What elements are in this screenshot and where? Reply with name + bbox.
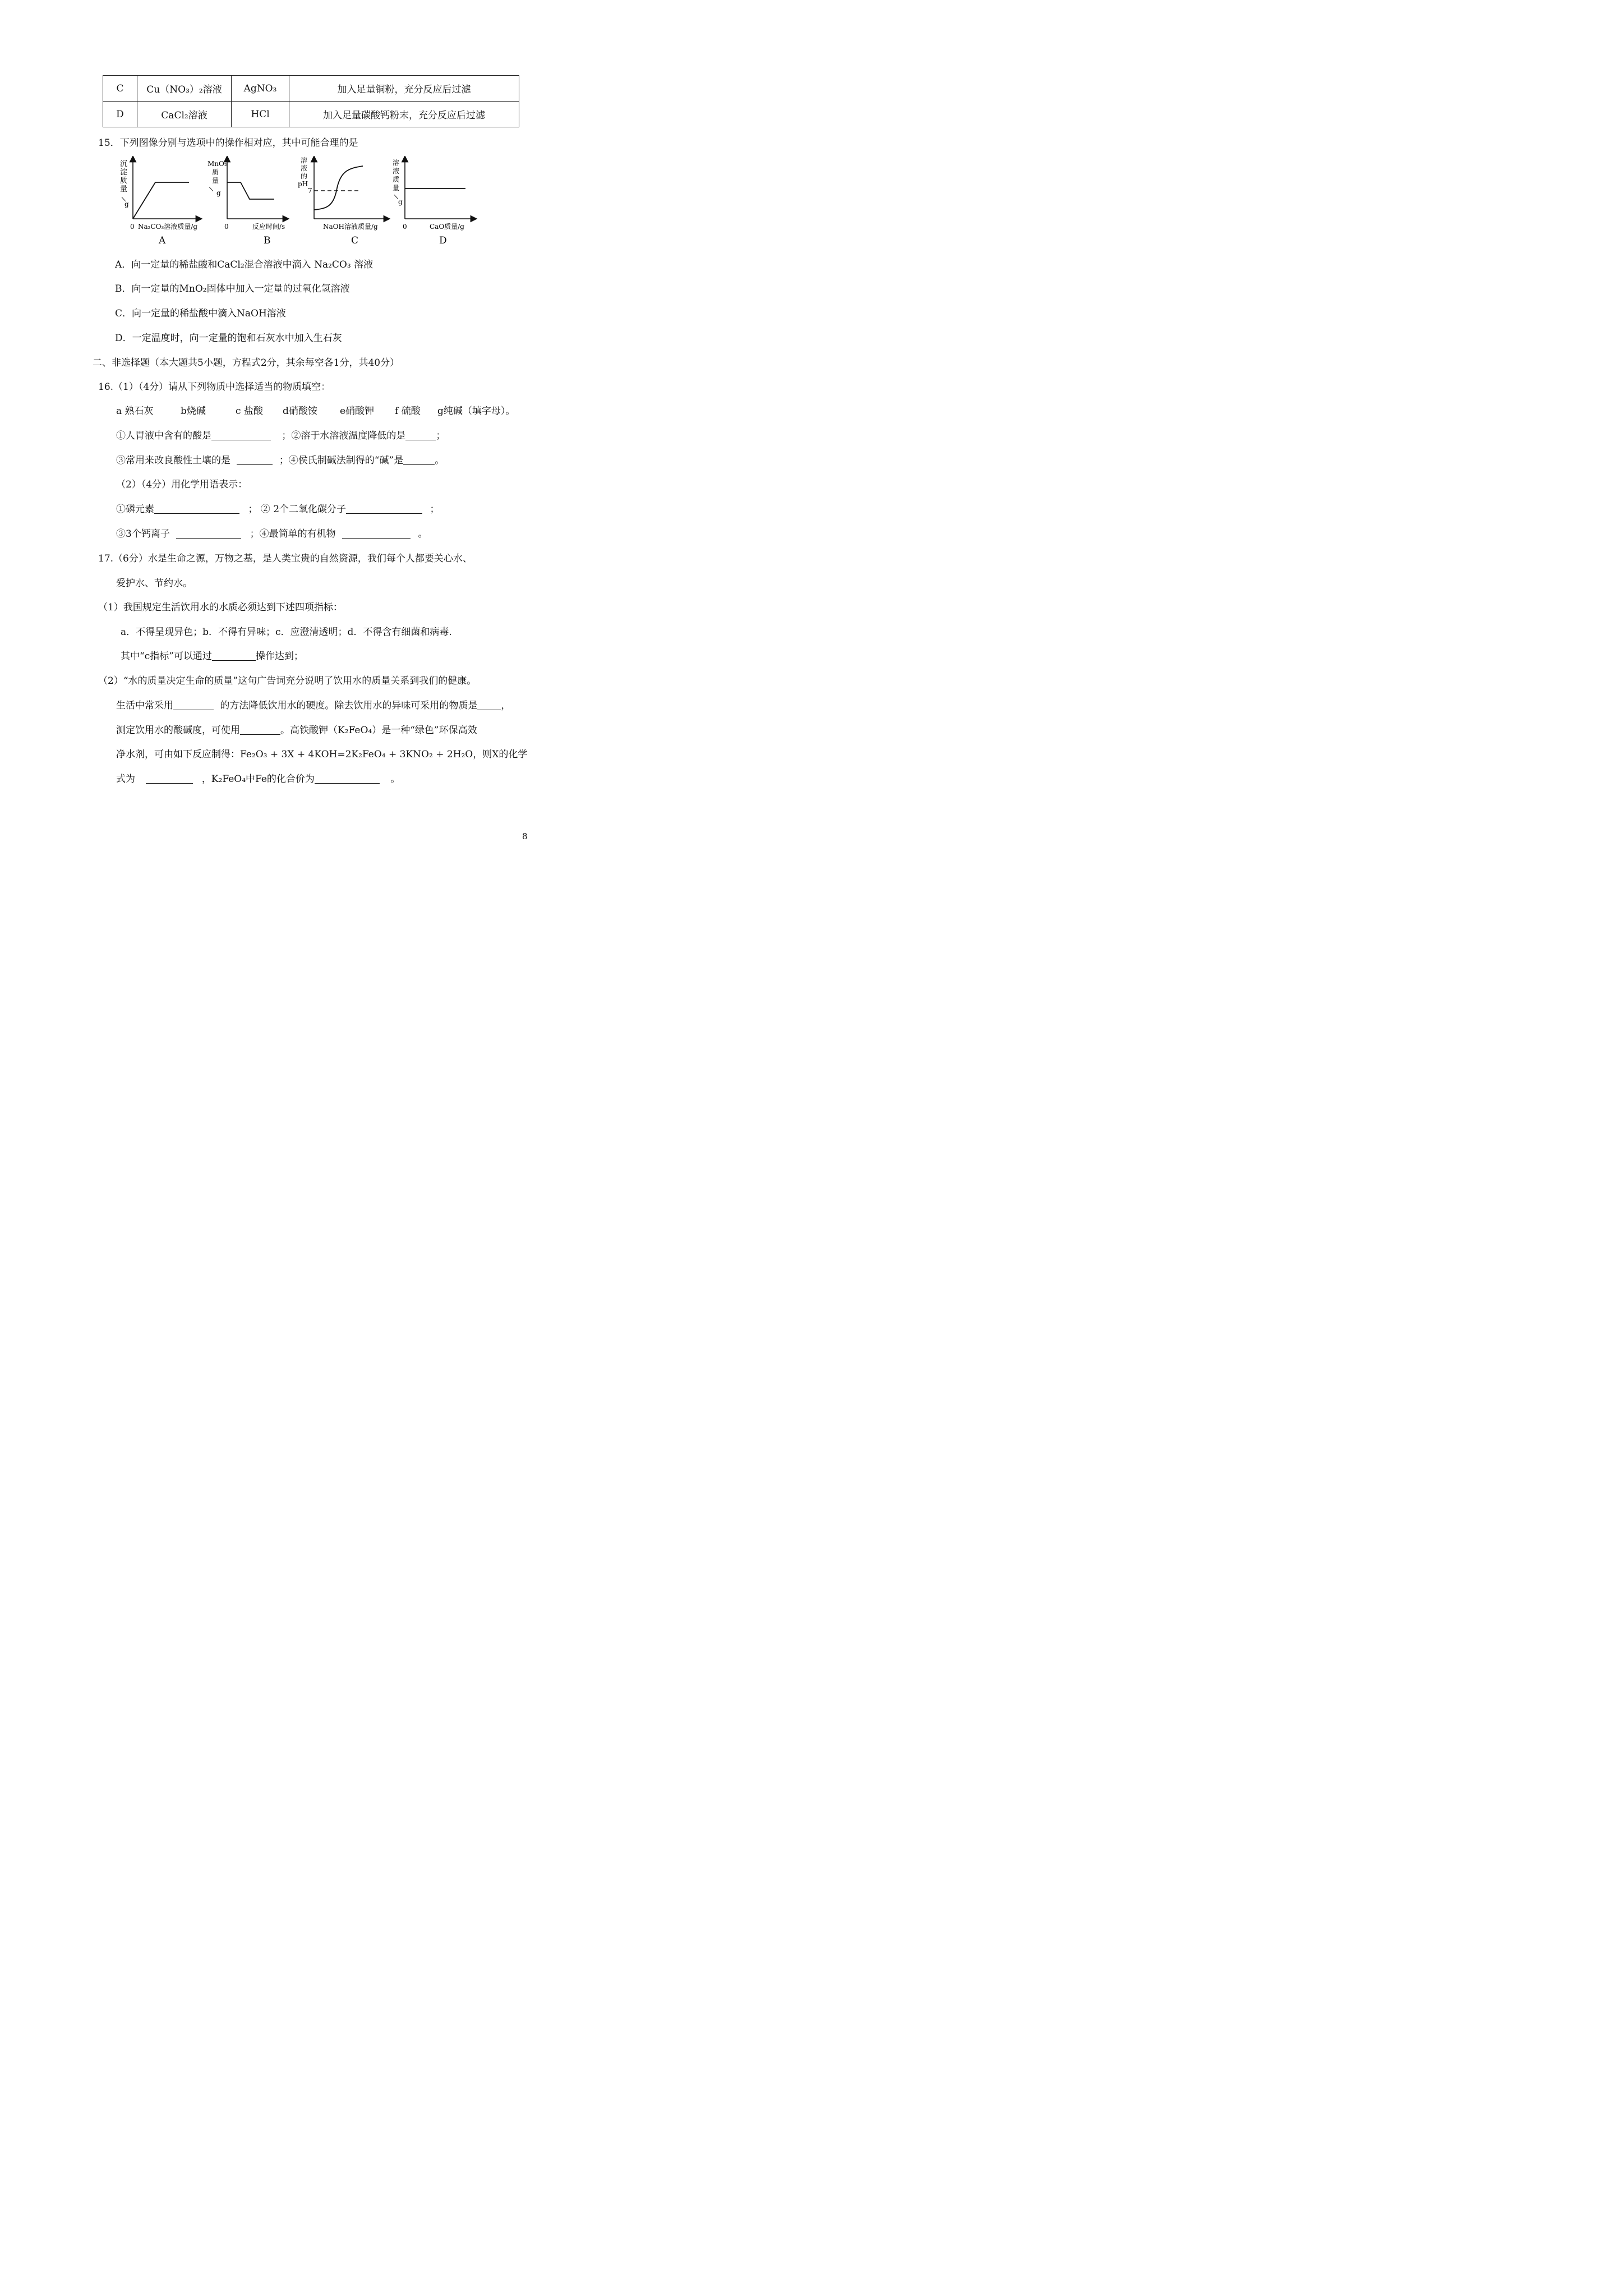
q15-option-a: A．向一定量的稀盐酸和CaCl₂混合溶液中滴入 Na₂CO₃ 溶液	[115, 259, 374, 270]
graph-a-ylabel: 沉淀质量	[120, 160, 128, 194]
q16-line2: ③常用来改良酸性土壤的是 ；④侯氏制碱法制得的“碱”是 。	[116, 455, 445, 466]
answer-blank[interactable]	[315, 773, 380, 784]
q17-part2-line1: 生活中常采用 的方法降低饮用水的硬度。除去饮用水的异味可采用的物质是 ，	[116, 700, 511, 711]
svg-text:g: g	[398, 198, 403, 206]
answer-blank[interactable]	[176, 528, 241, 539]
q17-part1-criteria: a．不得呈现异色；b．不得有异味；c．应澄清透明；d．不得含有细菌和病毒.	[121, 627, 452, 638]
q17-intro-line2: 爱护水、节约水。	[116, 578, 192, 589]
table-row	[103, 102, 519, 127]
page-number: 8	[522, 831, 528, 841]
graph-c-caption: C	[351, 235, 359, 246]
choice-item: a 熟石灰	[116, 406, 154, 417]
graph-d-ylabel: 溶液质量	[393, 159, 400, 192]
table-cell: 加入足量铜粉，充分反应后过滤	[289, 76, 519, 102]
choice-item: e硝酸钾	[340, 406, 375, 417]
q16-choice-list	[116, 403, 531, 417]
table-cell: D	[103, 102, 137, 127]
table-cell: 加入足量碳酸钙粉末，充分反应后过滤	[289, 102, 519, 127]
section-heading: 二、非选择题（本大题共5小题，方程式2分，其余每空各1分，共40分）	[93, 357, 400, 369]
graph-a-curve	[133, 182, 189, 219]
answer-blank[interactable]	[146, 773, 193, 784]
q15-graphs	[112, 156, 494, 249]
graph-d-origin: 0	[403, 223, 407, 231]
q15-option-d: D．一定温度时，向一定量的饱和石灰水中加入生石灰	[115, 333, 342, 344]
graph-c-curve	[314, 166, 363, 210]
answer-blank[interactable]	[237, 454, 273, 465]
choice-item: g纯碱（填字母）。	[437, 406, 515, 417]
choice-item: d硝酸铵	[283, 406, 317, 417]
q16-line3: ①磷元素 ； ② 2个二氧化碳分子 ；	[116, 504, 440, 515]
choice-item: c 盐酸	[236, 406, 263, 417]
table-row	[103, 76, 519, 102]
choice-item: b烧碱	[181, 406, 206, 417]
answer-blank[interactable]	[173, 700, 214, 710]
svg-text:/: /	[119, 196, 128, 203]
svg-text:/: /	[392, 194, 400, 200]
svg-text:/: /	[207, 186, 215, 192]
graph-b-ylabel: MnO₂ 质量	[208, 160, 227, 185]
q15-option-c: C．向一定量的稀盐酸中滴入NaOH溶液	[115, 308, 286, 319]
answer-blank[interactable]	[154, 503, 239, 514]
q17-part2: （2）“水的质量决定生命的质量”这句广告词充分说明了饮用水的质量关系到我们的健康。	[98, 675, 477, 687]
answer-blank[interactable]	[346, 503, 422, 514]
graph-b	[207, 159, 286, 246]
q16-line4: ③3个钙离子 ；④最简单的有机物 。	[116, 528, 428, 540]
answer-blank[interactable]	[240, 724, 280, 735]
q15-stem: 15．下列图像分别与选项中的操作相对应，其中可能合理的是	[98, 137, 358, 149]
answer-blank[interactable]	[403, 454, 435, 465]
graph-b-curve	[227, 182, 274, 199]
graph-b-origin: 0	[224, 223, 229, 231]
q17-part2-line2: 测定饮用水的酸碱度，可使用 。高铁酸钾（K₂FeO₄）是一种“绿色”环保高效	[116, 725, 477, 736]
q16-part2-title: （2）（4分）用化学用语表示：	[116, 479, 248, 490]
q17-part2-line4: 式为 ，K₂FeO₄中Fe的化合价为 。	[116, 774, 400, 785]
q17-part1: （1）我国规定生活饮用水的水质必须达到下述四项指标：	[98, 602, 343, 613]
answer-blank[interactable]	[342, 528, 411, 539]
svg-text:g: g	[216, 189, 221, 197]
svg-text:g: g	[125, 200, 129, 208]
q16-line1: ①人胃液中含有的酸是 ；②溶于水溶液温度降低的是 ；	[116, 430, 446, 441]
graph-a	[119, 159, 199, 246]
graph-d-caption: D	[439, 235, 447, 246]
graph-c-ytick: 7	[308, 187, 312, 195]
q17-reaction-equation: 净水剂，可由如下反应制得：Fe₂O₃ + 3X + 4KOH=2K₂FeO₄ + 3KNO₂ + 2H₂O，则X的化学	[116, 749, 528, 760]
choice-item: f 硫酸	[395, 406, 421, 417]
graph-a-origin: 0	[130, 223, 135, 231]
table-cell: AgNO₃	[232, 76, 289, 102]
table-cell: CaCl₂溶液	[137, 102, 232, 127]
graph-c-xlabel: NaOH溶液质量/g	[323, 223, 378, 231]
graph-b-caption: B	[264, 235, 271, 246]
table-cell: HCl	[232, 102, 289, 127]
q15-option-b: B．向一定量的MnO₂固体中加入一定量的过氧化氢溶液	[115, 283, 350, 295]
answer-blank[interactable]	[211, 430, 271, 440]
answer-blank[interactable]	[477, 700, 501, 710]
q17-part1-question: 其中“c指标”可以通过 操作达到；	[121, 651, 303, 662]
table-cell: C	[103, 76, 137, 102]
answer-blank[interactable]	[405, 430, 436, 440]
table-cell: Cu（NO₃）₂溶液	[137, 76, 232, 102]
graph-c-ylabel: 溶液的 pH	[298, 157, 308, 188]
graph-c	[298, 156, 387, 246]
graph-a-caption: A	[159, 235, 166, 246]
q17-intro-line1: 17.（6分）水是生命之源，万物之基，是人类宝贵的自然资源，我们每个人都要关心水、	[98, 553, 472, 564]
option-table	[103, 75, 519, 127]
graph-d-xlabel: CaO质量/g	[430, 223, 464, 231]
q16-part1-title: 16.（1）（4分）请从下列物质中选择适当的物质填空：	[98, 381, 331, 393]
graph-d	[392, 158, 474, 246]
graph-a-xlabel: Na₂CO₃溶液质量/g	[138, 223, 198, 231]
graph-b-xlabel: 反应时间/s	[252, 223, 285, 231]
answer-blank[interactable]	[212, 650, 256, 661]
